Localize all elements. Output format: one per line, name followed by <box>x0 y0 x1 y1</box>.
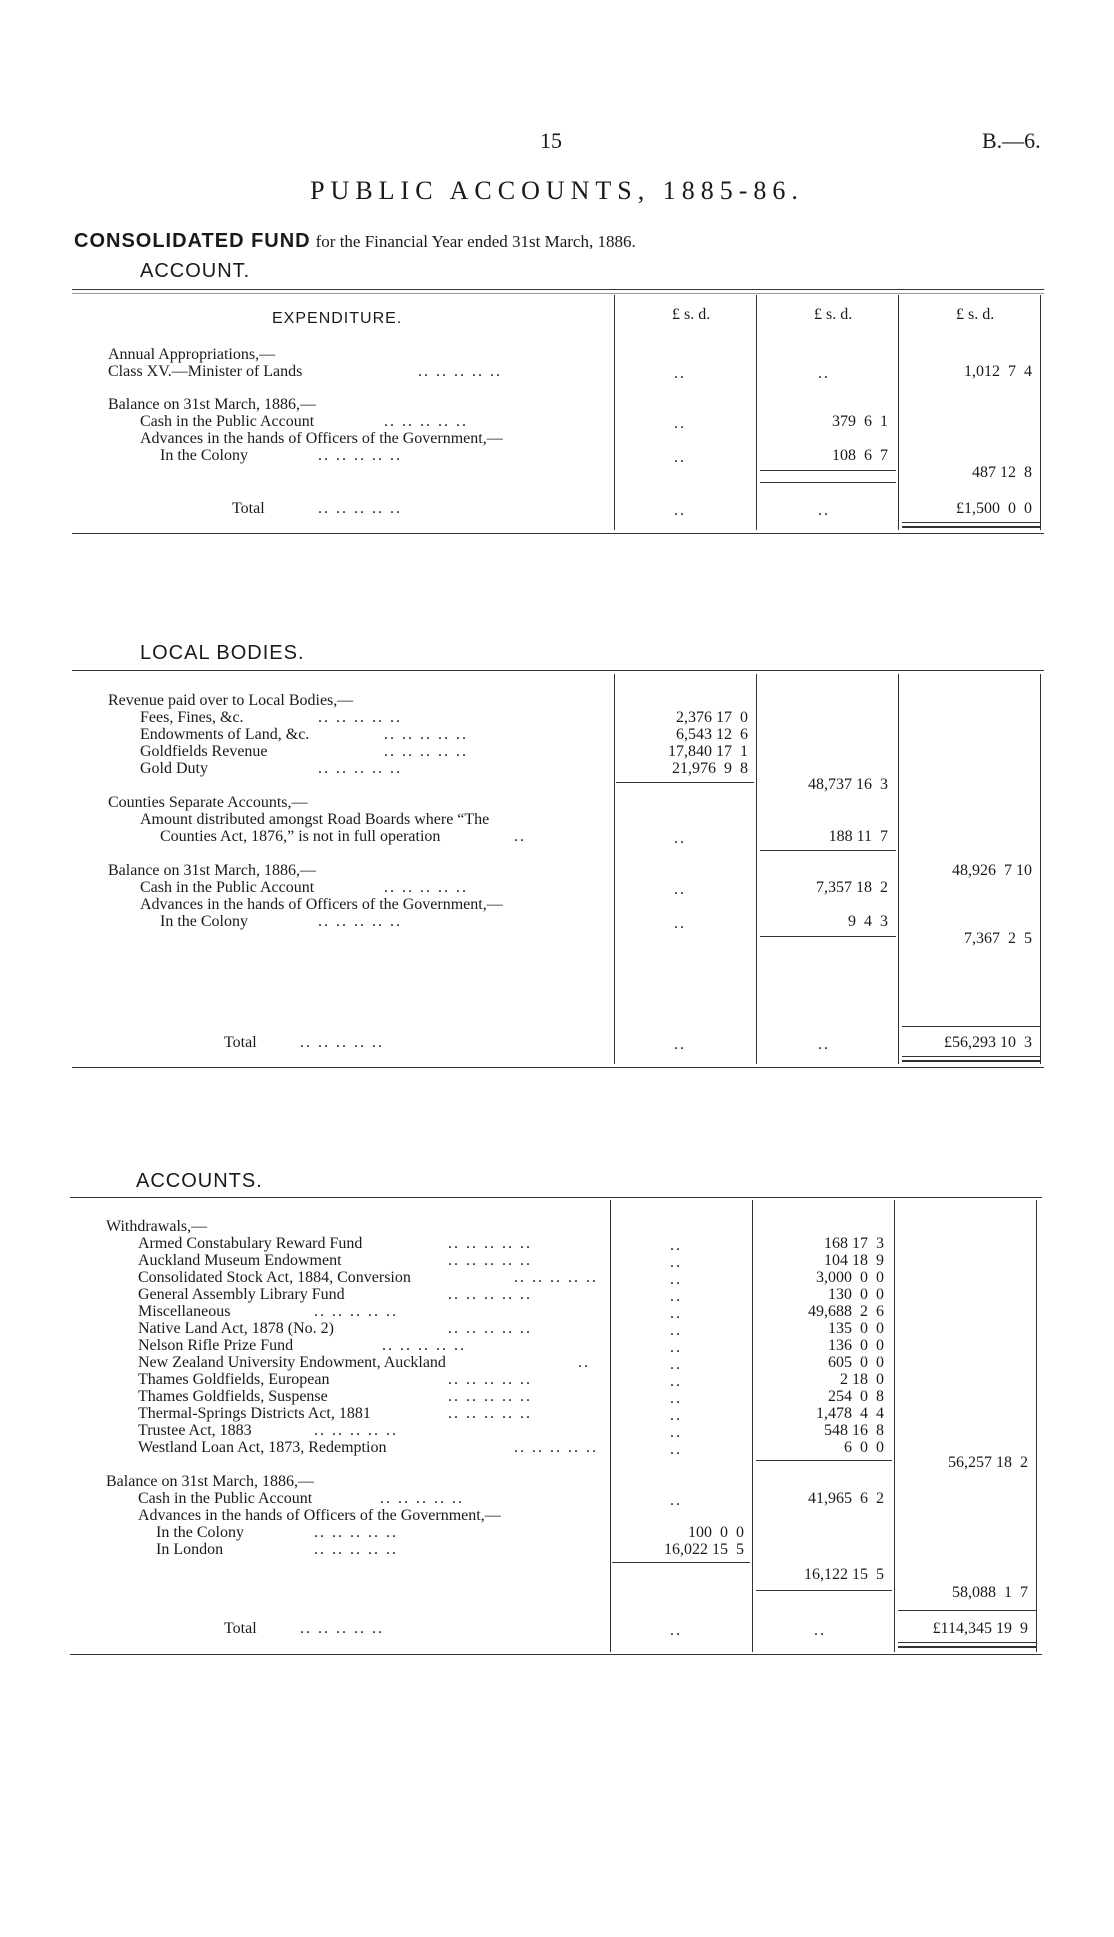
fund-name: CONSOLIDATED FUND <box>74 230 311 252</box>
amount: 136 0 0 <box>828 1337 884 1354</box>
amount: 135 0 0 <box>828 1320 884 1337</box>
row-label: Advances in the hands of Officers of the Government,— <box>140 430 503 447</box>
row-label: Counties Act, 1876,” is not in full operation <box>160 828 441 845</box>
amount: 168 17 3 <box>824 1235 884 1252</box>
nil-marker: .. <box>670 1424 682 1441</box>
row-label: Amount distributed amongst Road Boards where “The <box>140 811 490 828</box>
amount: 7,357 18 2 <box>816 879 888 896</box>
nil-marker: .. <box>674 915 686 932</box>
row-label: Armed Constabulary Reward Fund <box>138 1235 363 1252</box>
nil-marker: .. <box>670 1492 682 1509</box>
fund-period: for the Financial Year ended 31st March, 1886. <box>315 232 636 251</box>
amount: 7,367 2 5 <box>964 930 1032 947</box>
row-label: Annual Appropriations,— <box>108 346 276 363</box>
amount: 6 0 0 <box>844 1439 884 1456</box>
amount: 58,088 1 7 <box>952 1584 1028 1601</box>
nil-marker: .. <box>670 1322 682 1339</box>
nil-marker: .. <box>674 1036 686 1053</box>
amount: 188 11 7 <box>828 828 888 845</box>
nil-marker: .. <box>670 1622 682 1639</box>
leader-dots: .. .. .. .. .. <box>318 913 402 930</box>
section-heading-local-bodies: LOCAL BODIES. <box>140 642 305 664</box>
nil-marker: .. <box>670 1305 682 1322</box>
fund-heading <box>74 230 636 253</box>
amount: 130 0 0 <box>828 1286 884 1303</box>
section-heading-accounts: ACCOUNTS. <box>136 1170 263 1192</box>
row-label: Advances in the hands of Officers of the Government,— <box>140 896 503 913</box>
amount: 2,376 17 0 <box>676 709 748 726</box>
nil-marker: .. <box>670 1407 682 1424</box>
leader-dots: .. .. .. .. .. <box>314 1541 398 1558</box>
leader-dots: .. .. .. .. .. <box>382 1337 466 1354</box>
nil-marker: .. <box>674 830 686 847</box>
leader-dots: .. .. .. .. .. <box>448 1371 532 1388</box>
nil-marker: .. <box>670 1271 682 1288</box>
row-label: Balance on 31st March, 1886,— <box>106 1473 314 1490</box>
nil-marker: .. <box>670 1254 682 1271</box>
row-label: Thames Goldfields, Suspense <box>138 1388 328 1405</box>
total-amount: £114,345 19 9 <box>932 1620 1028 1637</box>
amount: 49,688 2 6 <box>808 1303 884 1320</box>
amount: 48,926 7 10 <box>952 862 1032 879</box>
leader-dots: .. .. .. .. .. <box>448 1320 532 1337</box>
nil-marker: .. <box>670 1373 682 1390</box>
row-label: New Zealand University Endowment, Auckland <box>138 1354 446 1371</box>
leader-dots: .. <box>578 1354 590 1371</box>
amount: 379 6 1 <box>832 413 888 430</box>
nil-marker: .. <box>818 502 830 519</box>
leader-dots: .. .. .. .. .. <box>384 413 468 430</box>
column-header-1: £ s. d. <box>672 306 711 323</box>
leader-dots: .. .. .. .. .. <box>448 1388 532 1405</box>
row-label: General Assembly Library Fund <box>138 1286 345 1303</box>
leader-dots: .. .. .. .. .. <box>318 709 402 726</box>
row-label: Balance on 31st March, 1886,— <box>108 396 316 413</box>
leader-dots: .. .. .. .. .. <box>448 1286 532 1303</box>
amount: 16,122 15 5 <box>804 1566 884 1583</box>
nil-marker: .. <box>670 1390 682 1407</box>
row-label: Gold Duty <box>140 760 208 777</box>
leader-dots: .. .. .. .. .. <box>514 1269 598 1286</box>
row-label: Counties Separate Accounts,— <box>108 794 308 811</box>
amount: 6,543 12 6 <box>676 726 748 743</box>
row-label: Class XV.—Minister of Lands <box>108 363 303 380</box>
leader-dots: .. .. .. .. .. <box>448 1252 532 1269</box>
row-label: Goldfields Revenue <box>140 743 268 760</box>
nil-marker: .. <box>674 415 686 432</box>
section-heading-account: ACCOUNT. <box>140 260 251 282</box>
leader-dots: .. .. .. .. .. <box>418 363 502 380</box>
row-label: Cash in the Public Account <box>140 413 315 430</box>
row-label: Consolidated Stock Act, 1884, Conversion <box>138 1269 411 1286</box>
leader-dots: .. .. .. .. .. <box>314 1524 398 1541</box>
row-label: Westland Loan Act, 1873, Redemption <box>138 1439 387 1456</box>
row-label: In the Colony <box>160 913 248 930</box>
amount: 548 16 8 <box>824 1422 884 1439</box>
amount: 254 0 8 <box>828 1388 884 1405</box>
leader-dots: .. .. .. .. .. <box>314 1422 398 1439</box>
amount: 104 18 9 <box>824 1252 884 1269</box>
amount: 1,012 7 4 <box>964 363 1032 380</box>
row-label: In London <box>156 1541 224 1558</box>
amount: 56,257 18 2 <box>948 1454 1028 1471</box>
row-label: Thermal-Springs Districts Act, 1881 <box>138 1405 371 1422</box>
amount: 487 12 8 <box>972 464 1032 481</box>
page-number: 15 <box>540 128 562 153</box>
leader-dots: .. .. .. .. .. <box>448 1405 532 1422</box>
leader-dots: .. .. .. .. .. <box>300 1034 384 1051</box>
leader-dots: .. .. .. .. .. <box>384 879 468 896</box>
leader-dots: .. .. .. .. .. <box>448 1235 532 1252</box>
leader-dots: .. <box>514 828 526 845</box>
total-amount: £1,500 0 0 <box>956 500 1032 517</box>
leader-dots: .. .. .. .. .. <box>300 1620 384 1637</box>
leader-dots: .. .. .. .. .. <box>314 1303 398 1320</box>
row-label: Cash in the Public Account <box>140 879 315 896</box>
leader-dots: .. .. .. .. .. <box>384 726 468 743</box>
expenditure-column-title: EXPENDITURE. <box>272 310 403 327</box>
total-label: Total <box>224 1034 257 1051</box>
row-label: In the Colony <box>160 447 248 464</box>
total-amount: £56,293 10 3 <box>944 1034 1032 1051</box>
nil-marker: .. <box>670 1441 682 1458</box>
row-label: Cash in the Public Account <box>138 1490 313 1507</box>
amount: 21,976 9 8 <box>672 760 748 777</box>
leader-dots: .. .. .. .. .. <box>514 1439 598 1456</box>
nil-marker: .. <box>674 502 686 519</box>
amount: 1,478 4 4 <box>816 1405 884 1422</box>
nil-marker: .. <box>814 1622 826 1639</box>
leader-dots: .. .. .. .. .. <box>384 743 468 760</box>
row-label: Revenue paid over to Local Bodies,— <box>108 692 354 709</box>
row-label: Fees, Fines, &c. <box>140 709 244 726</box>
amount: 108 6 7 <box>832 447 888 464</box>
amount: 17,840 17 1 <box>668 743 748 760</box>
row-label: Auckland Museum Endowment <box>138 1252 342 1269</box>
document-reference: B.—6. <box>982 128 1041 153</box>
nil-marker: .. <box>818 365 830 382</box>
total-label: Total <box>232 500 265 517</box>
row-label: Nelson Rifle Prize Fund <box>138 1337 294 1354</box>
column-header-3: £ s. d. <box>956 306 995 323</box>
amount: 48,737 16 3 <box>808 776 888 793</box>
nil-marker: .. <box>670 1339 682 1356</box>
row-label: Thames Goldfields, European <box>138 1371 330 1388</box>
row-label: Advances in the hands of Officers of the Government,— <box>138 1507 501 1524</box>
amount: 9 4 3 <box>848 913 888 930</box>
nil-marker: .. <box>674 449 686 466</box>
nil-marker: .. <box>670 1237 682 1254</box>
nil-marker: .. <box>674 881 686 898</box>
row-label: Miscellaneous <box>138 1303 231 1320</box>
page-title: PUBLIC ACCOUNTS, 1885-86. <box>310 176 804 205</box>
total-label: Total <box>224 1620 257 1637</box>
amount: 605 0 0 <box>828 1354 884 1371</box>
column-header-2: £ s. d. <box>814 306 853 323</box>
amount: 16,022 15 5 <box>664 1541 744 1558</box>
nil-marker: .. <box>670 1288 682 1305</box>
row-label: Native Land Act, 1878 (No. 2) <box>138 1320 334 1337</box>
row-label: Endowments of Land, &c. <box>140 726 310 743</box>
amount: 100 0 0 <box>688 1524 744 1541</box>
amount: 3,000 0 0 <box>816 1269 884 1286</box>
row-label: Balance on 31st March, 1886,— <box>108 862 316 879</box>
leader-dots: .. .. .. .. .. <box>380 1490 464 1507</box>
row-label: Trustee Act, 1883 <box>138 1422 252 1439</box>
amount: 2 18 0 <box>840 1371 884 1388</box>
leader-dots: .. .. .. .. .. <box>318 500 402 517</box>
row-label: Withdrawals,— <box>106 1218 208 1235</box>
row-label: In the Colony <box>156 1524 244 1541</box>
nil-marker: .. <box>670 1356 682 1373</box>
leader-dots: .. .. .. .. .. <box>318 760 402 777</box>
nil-marker: .. <box>818 1036 830 1053</box>
nil-marker: .. <box>674 365 686 382</box>
amount: 41,965 6 2 <box>808 1490 884 1507</box>
leader-dots: .. .. .. .. .. <box>318 447 402 464</box>
